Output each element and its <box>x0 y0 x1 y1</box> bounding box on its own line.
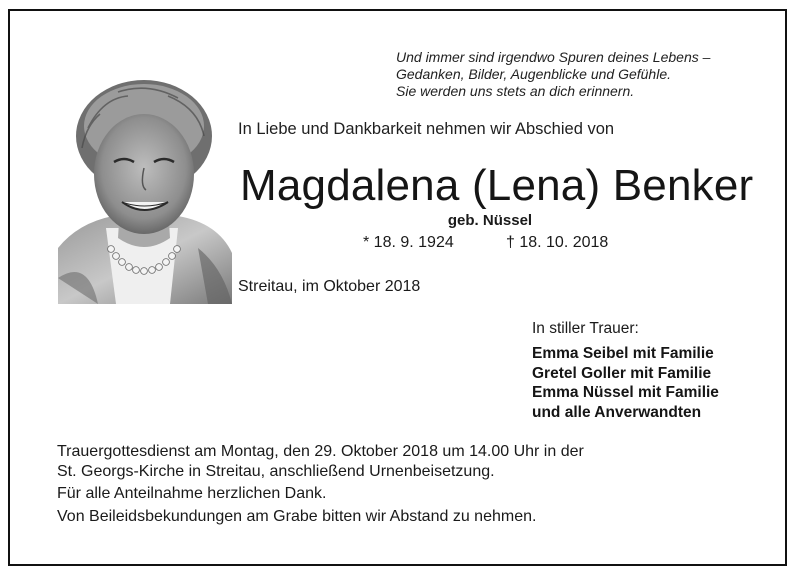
mourner-entry: und alle Anverwandten <box>532 403 702 421</box>
mourner-entry: Emma Nüssel mit Familie <box>532 384 719 401</box>
memorial-poem <box>396 49 746 100</box>
birth-date: * 18. 9. 1924 <box>363 234 454 251</box>
mourner-entry: Gretel Goller mit Familie <box>532 364 712 382</box>
place-and-date: Streitau, im Oktober 2018 <box>238 278 421 295</box>
poem-line: Sie werden uns stets an dich erinnern. <box>396 83 635 99</box>
maiden-name: geb. Nüssel <box>447 212 533 229</box>
thanks-note: Für alle Anteilnahme herzlichen Dank. <box>57 485 327 502</box>
mourners-list <box>532 344 719 422</box>
mourning-label: In stiller Trauer: <box>532 320 639 337</box>
poem-line: Und immer sind irgendwo Spuren deines Lebens – <box>396 49 711 65</box>
mourner-entry: Emma Seibel mit Familie <box>532 345 714 362</box>
deceased-name: Magdalena (Lena) Benker <box>240 161 754 210</box>
death-date: † 18. 10. 2018 <box>506 234 609 251</box>
farewell-intro: In Liebe und Dankbarkeit nehmen wir Abschied von <box>238 120 615 138</box>
service-line: Trauergottesdienst am Montag, den 29. Oktober 2018 um 14.00 Uhr in der <box>57 443 584 460</box>
portrait-photo <box>58 78 232 304</box>
condolence-request: Von Beileidsbekundungen am Grabe bitten wir Abstand zu nehmen. <box>57 508 537 525</box>
service-line: St. Georgs-Kirche in Streitau, anschließend Urnenbeisetzung. <box>57 463 495 480</box>
life-dates <box>363 234 609 252</box>
funeral-service-info <box>57 442 757 482</box>
poem-line: Gedanken, Bilder, Augenblicke und Gefühle. <box>396 66 672 82</box>
